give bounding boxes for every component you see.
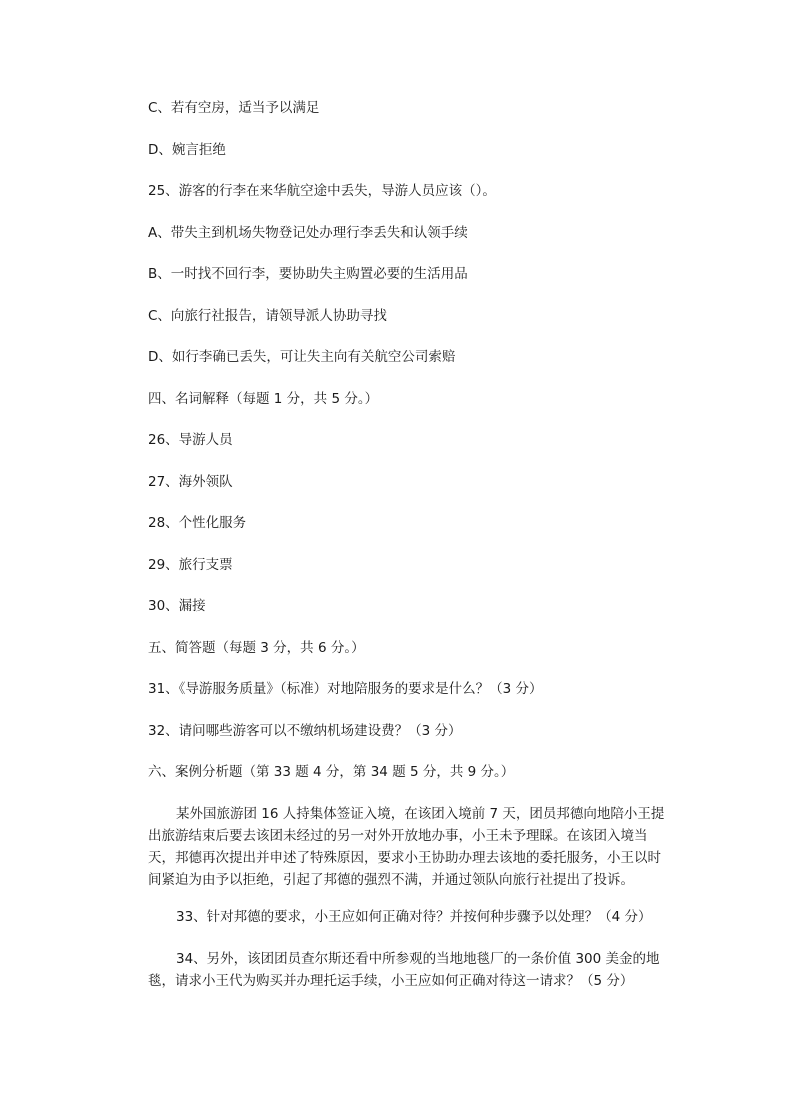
case-paragraph-text: 某外国旅游团 16 人持集体签证入境，在该团入境前 7 天，团员邦德向地陪小王提出旅游结束后要去该团未经过的另一对外开放地办事，小王未予理睬。在该团入境当天，邦德再次提出并申述了特殊原因，要求小王协助办理去该地的委托服务，小王以时间紧迫为由予以拒绝，引起了邦德的强烈不满，并通过领队向旅行社提出了投诉。 <box>148 806 665 888</box>
question-25: 25、游客的行李在来华航空途中丢失，导游人员应该（）。 <box>148 183 496 199</box>
option-d-decline: D、婉言拒绝 <box>148 142 226 158</box>
term-30: 30、漏接 <box>148 598 206 614</box>
question-33-block <box>148 906 668 928</box>
question-34: 34、另外，该团团员查尔斯还看中所参观的当地地毯厂的一条价值 300 美金的地毯，请求小王代为购买并办理托运手续，小王应如何正确对待这一请求？（5 分） <box>148 951 660 989</box>
question-31: 31、《导游服务质量》（标准）对地陪服务的要求是什么？（3 分） <box>148 681 543 697</box>
section-5-heading: 五、简答题（每题 3 分，共 6 分。） <box>148 640 365 656</box>
question-32: 32、请问哪些游客可以不缴纳机场建设费？（3 分） <box>148 723 462 739</box>
section-6-heading: 六、案例分析题（第 33 题 4 分，第 34 题 5 分，共 9 分。） <box>148 764 515 780</box>
option-d-luggage: D、如行李确已丢失，可让失主向有关航空公司索赔 <box>148 349 456 365</box>
term-27: 27、海外领队 <box>148 474 233 490</box>
term-29: 29、旅行支票 <box>148 557 233 573</box>
section-4-heading: 四、名词解释（每题 1 分，共 5 分。） <box>148 391 379 407</box>
term-28: 28、个性化服务 <box>148 515 247 531</box>
question-33: 33、针对邦德的要求，小王应如何正确对待？并按何种步骤予以处理？（4 分） <box>176 909 652 925</box>
question-34-block <box>148 948 668 992</box>
option-c-luggage: C、向旅行社报告，请领导派人协助寻找 <box>148 308 387 324</box>
option-b-luggage: B、一时找不回行李，要协助失主购置必要的生活用品 <box>148 266 468 282</box>
option-c-vacancy: C、若有空房，适当予以满足 <box>148 100 320 116</box>
case-paragraph <box>148 803 668 891</box>
term-26: 26、导游人员 <box>148 432 233 448</box>
option-a-luggage: A、带失主到机场失物登记处办理行李丢失和认领手续 <box>148 225 468 241</box>
